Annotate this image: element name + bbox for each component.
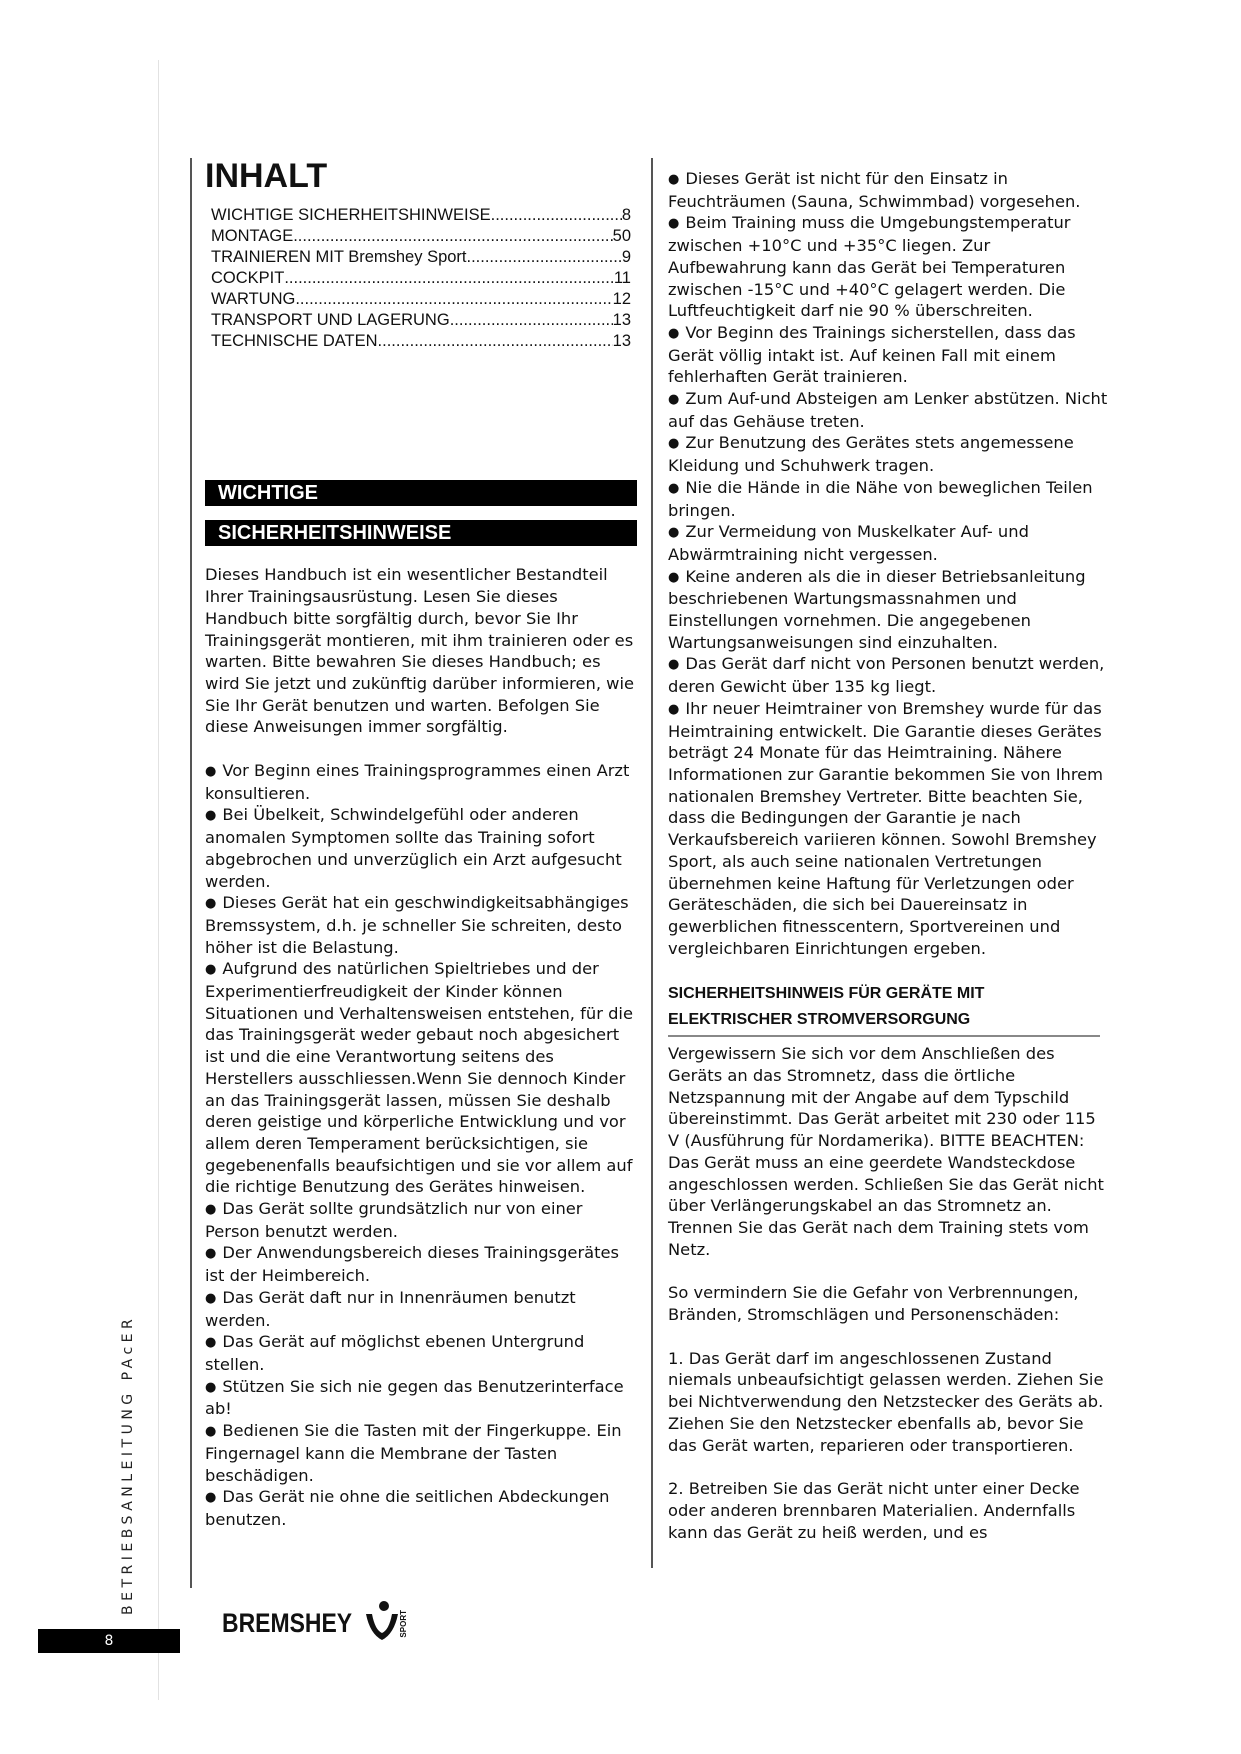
bullet-text: Bei Übelkeit, Schwindelgefühl oder anderen anomalen Symptomen sollte das Training sofort abgebrochen und unverzüglich ein Arzt aufgesucht werden.: [205, 805, 622, 891]
bullet-dot-icon: ●: [668, 172, 680, 187]
bullet-text: Das Gerät auf möglichst ebenen Untergrund stellen.: [205, 1332, 585, 1374]
right-column: [668, 168, 1108, 1543]
toc-entry: [211, 205, 631, 226]
toc-entry-page: 11: [613, 269, 631, 288]
bullet-item: [205, 1242, 637, 1286]
bullet-item: [668, 388, 1108, 432]
bullet-dot-icon: ●: [668, 216, 680, 232]
bullet-text: Vor Beginn eines Trainingsprogrammes einen Arzt konsultieren.: [205, 761, 630, 803]
bullet-dot-icon: ●: [668, 569, 680, 585]
bullet-text: Beim Training muss die Umgebungstemperatur zwischen +10°C und +35°C liegen. Zur Aufbewahrung kann das Gerät bei Temperaturen zwischen -15°C und +40°C gelagert werden. Die Luftfeuchtigkeit darf nie 90 % überschreiten.: [668, 213, 1071, 321]
bullet-dot-icon: ●: [205, 896, 217, 912]
toc-leader-dots: [293, 226, 612, 247]
bullet-text: Das Gerät darf nicht von Personen benutzt werden, deren Gewicht über 135 kg liegt.: [668, 654, 1105, 697]
toc-entry: [211, 268, 631, 289]
left-column: [205, 158, 637, 1531]
bullet-text: Dieses Gerät hat ein geschwindigkeitsabhängiges Bremssystem, d.h. je schneller Sie schreiten, desto höher ist die Belastung.: [205, 893, 629, 957]
bullet-dot-icon: ●: [668, 392, 680, 408]
toc-entry-page: 9: [621, 248, 631, 267]
bullet-dot-icon: ●: [668, 436, 680, 452]
toc-leader-dots: [450, 310, 613, 331]
electrical-item2: 2. Betreiben Sie das Gerät nicht unter einer Decke oder anderen brennbaren Materialien. Andernfalls kann das Gerät zu heiß werden, und es: [668, 1479, 1080, 1542]
bullet-text: Keine anderen als die in dieser Betriebsanleitung beschriebenen Wartungsmassnahmen und Einstellungen vornehmen. Die angegebenen Wartungsanweisungen sind einzuhalten.: [668, 566, 1086, 652]
safety-intro: Dieses Handbuch ist ein wesentlicher Bestandteil Ihrer Trainingsausrüstung. Lesen Sie dieses Handbuch bitte sorgfältig durch, bevor Sie Ihr Trainingsgerät montieren, mit ihm trainieren oder es warten. Bitte bewahren Sie dieses Handbuch; es wird Sie jetzt und zukünftig darüber informieren, wie Sie Ihr Gerät benutzen und warten. Befolgen Sie diese Anweisungen immer sorgfältig.: [205, 565, 635, 737]
bullet-dot-icon: ●: [668, 657, 680, 673]
electrical-para2: So vermindern Sie die Gefahr von Verbrennungen, Bränden, Stromschlägen und Personenschäden:: [668, 1283, 1079, 1325]
bullet-dot-icon: ●: [205, 962, 217, 978]
right-bullet-list: [668, 168, 1108, 959]
left-column-rule: [190, 158, 192, 1588]
bullet-item: [205, 892, 637, 958]
logo-wordmark: BREMSHEY: [222, 1608, 353, 1638]
bullet-item: [205, 804, 637, 892]
bullet-text: Stützen Sie sich nie gegen das Benutzerinterface ab!: [205, 1376, 624, 1419]
bullet-text: Aufgrund des natürlichen Spieltriebes und der Experimentierfreudigkeit der Kinder können Situationen und Verhaltensweisen entstehen, für die das Trainingsgerät weder gebaut noch abgesichert ist und die eine Verantwortung seitens des Herstellers ausschliessen.Wenn Sie dennoch Kinder an das Trainingsgerät lassen, müssen Sie deshalb deren geistige und körperliche Entwicklung und vor allem deren Temperament berücksichtigen, sie gegebenenfalls beaufsichtigen und sie vor allem auf die richtige Benutzung des Gerätes hinweisen.: [205, 959, 633, 1197]
bremshey-logo: [222, 1608, 408, 1639]
bullet-dot-icon: ●: [205, 1290, 217, 1306]
bullet-text: Das Gerät sollte grundsätzlich nur von einer Person benutzt werden.: [205, 1199, 583, 1241]
toc-entry-label: TECHNISCHE DATEN: [211, 332, 378, 351]
toc-entry: [211, 331, 631, 352]
bullet-text: Zur Benutzung des Gerätes stets angemessene Kleidung und Schuhwerk tragen.: [668, 433, 1074, 476]
bullet-item: [668, 212, 1108, 322]
bullet-text: Der Anwendungsbereich dieses Trainingsgerätes ist der Heimbereich.: [205, 1243, 619, 1286]
bullet-dot-icon: ●: [205, 764, 217, 780]
electrical-item1: 1. Das Gerät darf im angeschlossenen Zustand niemals unbeaufsichtigt gelassen werden. Ziehen Sie bei Nichtverwendung den Netzstecker des Geräts ab. Ziehen Sie den Netzstecker ebenfalls ab, bevor Sie das Gerät warten, reparieren oder transportieren.: [668, 1348, 1104, 1455]
bullet-item: [205, 958, 637, 1198]
bullet-text: Zur Vermeidung von Muskelkater Auf- und Abwärmtraining nicht vergessen.: [668, 522, 1029, 564]
bullet-text: Dieses Gerät ist nicht für den Einsatz in Feuchträumen (Sauna, Schwimmbad) vorgesehen.: [668, 169, 1081, 211]
bullet-dot-icon: ●: [668, 701, 680, 717]
bullet-item: [205, 1198, 637, 1242]
toc-leader-dots: [467, 247, 622, 268]
bullet-dot-icon: ●: [205, 1424, 217, 1440]
toc-leader-dots: [491, 205, 622, 226]
bullet-item: [668, 477, 1108, 521]
toc-entry-label: WARTUNG: [211, 290, 296, 309]
bullet-text: Nie die Hände in die Nähe von beweglichen Teilen bringen.: [668, 477, 1093, 520]
toc-entry-page: 13: [612, 311, 631, 330]
bullet-item: [205, 1376, 637, 1420]
electrical-heading: [668, 981, 1100, 1037]
toc-entry: [211, 289, 631, 310]
toc-entry-label: COCKPIT: [211, 269, 285, 288]
page-edge-rule: [158, 60, 159, 1700]
toc-entry: [211, 226, 631, 247]
logo-sport-text: SPORT: [399, 1610, 408, 1638]
bullet-text: Das Gerät daft nur in Innenräumen benutzt werden.: [205, 1287, 576, 1330]
bullet-item: [205, 1486, 637, 1530]
safety-heading-line1: WICHTIGE: [205, 480, 637, 506]
bullet-item: [668, 566, 1108, 654]
bullet-dot-icon: ●: [668, 525, 680, 541]
toc-leader-dots: [284, 268, 614, 289]
bullet-dot-icon: ●: [205, 1202, 217, 1218]
bullet-item: [205, 760, 637, 804]
table-of-contents: [205, 205, 637, 352]
toc-leader-dots: [295, 289, 612, 310]
bullet-text: Bedienen Sie die Tasten mit der Fingerkuppe. Ein Fingernagel kann die Membrane der Tasten beschädigen.: [205, 1421, 622, 1485]
bullet-dot-icon: ●: [668, 480, 680, 496]
toc-entry-page: 12: [612, 290, 631, 309]
bullet-item: [668, 168, 1108, 212]
toc-leader-dots: [378, 331, 613, 352]
toc-entry-page: 50: [612, 227, 631, 246]
page-number: 8: [38, 1629, 180, 1653]
bullet-text: Vor Beginn des Trainings sicherstellen, dass das Gerät völlig intakt ist. Auf keinen Fall mit einem fehlerhaften Gerät trainieren.: [668, 322, 1076, 387]
bullet-dot-icon: ●: [205, 1490, 217, 1506]
bullet-text: Das Gerät nie ohne die seitlichen Abdeckungen benutzen.: [205, 1487, 610, 1529]
logo-figure-icon: [362, 1600, 402, 1644]
bullet-item: [205, 1331, 637, 1375]
toc-entry: [211, 247, 631, 268]
bullet-item: [668, 521, 1108, 565]
bullet-item: [668, 698, 1108, 959]
toc-entry-label: TRANSPORT UND LAGERUNG: [211, 311, 450, 330]
bullet-item: [668, 653, 1108, 697]
center-column-rule: [651, 158, 653, 1568]
toc-entry-label: WICHTIGE SICHERHEITSHINWEISE: [211, 206, 491, 225]
bullet-item: [668, 432, 1108, 476]
bullet-text: Zum Auf-und Absteigen am Lenker abstützen. Nicht auf das Gehäuse treten.: [668, 389, 1108, 431]
bullet-dot-icon: ●: [205, 1246, 217, 1262]
bullet-item: [205, 1287, 637, 1331]
toc-entry-label: TRAINIEREN MIT Bremshey Sport: [211, 248, 467, 267]
toc-entry-page: 13: [612, 332, 631, 351]
electrical-heading-line2: ELEKTRISCHER STROMVERSORGUNG: [668, 1011, 971, 1029]
bullet-text: Ihr neuer Heimtrainer von Bremshey wurde für das Heimtraining entwickelt. Die Garantie dieses Gerätes beträgt 24 Monate für das Heimtraining. Nähere Informationen zur Garantie bekommen Sie von Ihrem nationalen Bremshey Vertreter. Bitte beachten Sie, dass die Bedingungen der Garantie je nach Verkaufsbereich variieren können. Sowohl Bremshey Sport, als auch seine nationalen Vertretungen übernehmen keine Haftung für Verletzungen oder Geräteschäden, die sich bei Dauereinsatz in gewerblichen fitnesscentern, Sportvereinen und vergleichbaren Einrichtungen ergeben.: [668, 698, 1104, 958]
bullet-dot-icon: ●: [668, 325, 680, 341]
bullet-item: [668, 322, 1108, 388]
safety-heading-line2: SICHERHEITSHINWEISE: [205, 520, 637, 546]
electrical-heading-line1: SICHERHEITSHINWEIS FÜR GERÄTE MIT: [668, 985, 985, 1003]
toc-entry-page: 8: [621, 206, 631, 225]
toc-entry: [211, 310, 631, 331]
bullet-dot-icon: ●: [205, 808, 217, 824]
left-bullet-list: [205, 760, 637, 1531]
bullet-dot-icon: ●: [205, 1335, 217, 1351]
toc-title: INHALT: [205, 157, 328, 195]
side-manual-label: BETRIEBSANLEITUNG PAcER: [120, 1314, 136, 1615]
bullet-dot-icon: ●: [205, 1379, 217, 1395]
toc-entry-label: MONTAGE: [211, 227, 294, 246]
bullet-item: [205, 1420, 637, 1486]
electrical-para1: Vergewissern Sie sich vor dem Anschließen des Geräts an das Stromnetz, dass die örtliche Netzspannung mit der Angabe auf dem Typschild übereinstimmt. Das Gerät arbeitet mit 230 oder 115 V (Ausführung für Nordamerika). BITTE BEACHTEN: Das Gerät muss an eine geerdete Wandsteckdose angeschlossen werden. Schließen Sie das Gerät nicht über Verlängerungskabel an das Stromnetz an. Trennen Sie das Gerät nach dem Training stets vom Netz.: [668, 1044, 1104, 1259]
